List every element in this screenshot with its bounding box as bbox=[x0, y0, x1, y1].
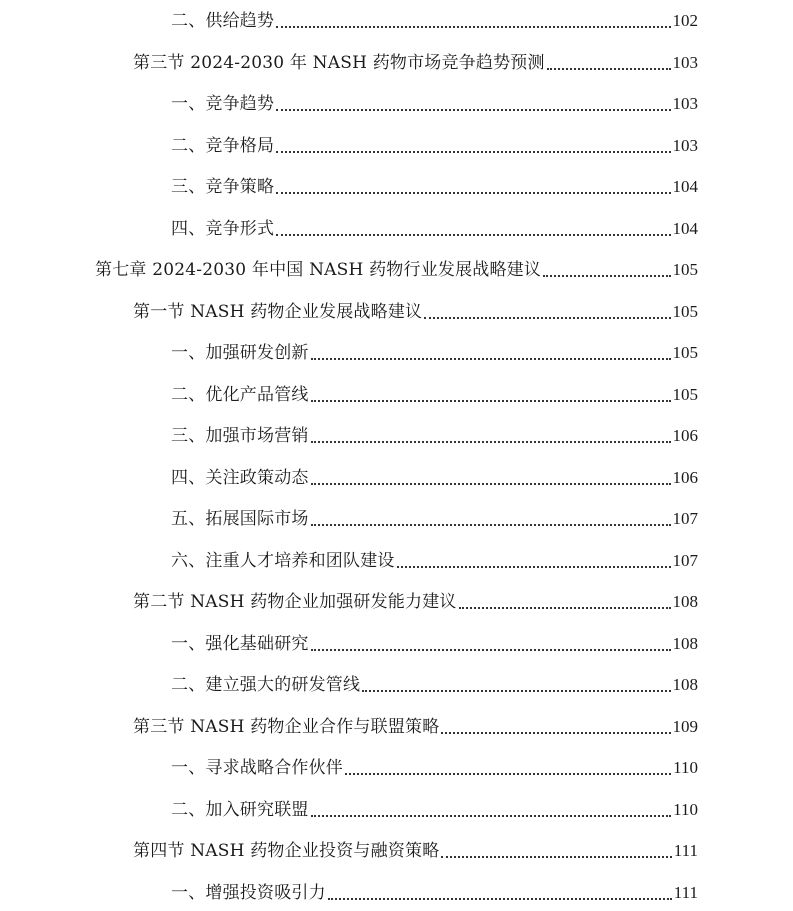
dot-leader bbox=[397, 566, 671, 568]
toc-entry-page: 102 bbox=[672, 11, 698, 30]
toc-entry-page: 110 bbox=[673, 758, 698, 777]
toc-entry-title: 二、竞争格局 bbox=[171, 136, 275, 156]
toc-entry-title: 第七章 2024-2030 年中国 NASH 药物行业发展战略建议 bbox=[95, 260, 542, 280]
toc-entry-title: 一、竞争趋势 bbox=[171, 94, 275, 114]
toc-entry[interactable] bbox=[171, 168, 698, 198]
dot-leader bbox=[345, 773, 671, 775]
toc-entry[interactable] bbox=[171, 625, 698, 655]
toc-entry-title: 一、强化基础研究 bbox=[171, 634, 309, 654]
toc-entry[interactable] bbox=[171, 2, 698, 32]
toc-entry-page: 106 bbox=[672, 468, 698, 487]
dot-leader bbox=[311, 358, 671, 360]
dot-leader bbox=[424, 317, 670, 319]
toc-entry-title: 二、优化产品管线 bbox=[171, 385, 309, 405]
dot-leader bbox=[547, 68, 671, 70]
dot-leader bbox=[441, 732, 670, 734]
toc-entry-page: 108 bbox=[672, 592, 698, 611]
dot-leader bbox=[311, 400, 671, 402]
toc-entry-title: 二、加入研究联盟 bbox=[171, 800, 309, 820]
toc-entry-title: 四、关注政策动态 bbox=[171, 468, 309, 488]
toc-entry-page: 104 bbox=[672, 177, 698, 196]
toc-entry-page: 103 bbox=[672, 53, 698, 72]
dot-leader bbox=[459, 607, 671, 609]
toc-entry-page: 108 bbox=[672, 634, 698, 653]
toc-entry[interactable] bbox=[95, 251, 698, 281]
toc-entry[interactable] bbox=[171, 500, 698, 530]
toc-entry[interactable] bbox=[171, 376, 698, 406]
toc-entry[interactable] bbox=[171, 749, 698, 779]
toc-entry[interactable] bbox=[171, 459, 698, 489]
toc-entry[interactable] bbox=[133, 583, 698, 613]
dot-leader bbox=[311, 483, 671, 485]
toc-entry-title: 四、竞争形式 bbox=[171, 219, 275, 239]
toc-entry[interactable] bbox=[171, 85, 698, 115]
toc-entry-page: 109 bbox=[672, 717, 698, 736]
toc-entry-title: 第三节 2024-2030 年 NASH 药物市场竞争趋势预测 bbox=[133, 53, 545, 73]
toc-entry-page: 105 bbox=[672, 260, 698, 279]
toc-entry-title: 三、加强市场营销 bbox=[171, 426, 309, 446]
toc-entry[interactable] bbox=[171, 417, 698, 447]
toc-entry-title: 六、注重人才培养和团队建设 bbox=[171, 551, 395, 571]
toc-entry-page: 105 bbox=[672, 302, 698, 321]
toc-entry[interactable] bbox=[171, 874, 698, 904]
dot-leader bbox=[276, 234, 670, 236]
toc-entry[interactable] bbox=[171, 210, 698, 240]
dot-leader bbox=[276, 109, 670, 111]
toc-entry-title: 五、拓展国际市场 bbox=[171, 509, 309, 529]
toc-entry[interactable] bbox=[171, 791, 698, 821]
dot-leader bbox=[276, 26, 670, 28]
toc-entry-page: 104 bbox=[672, 219, 698, 238]
toc-entry[interactable] bbox=[133, 832, 698, 862]
toc-entry-title: 一、增强投资吸引力 bbox=[171, 883, 326, 903]
toc-entry-title: 第二节 NASH 药物企业加强研发能力建议 bbox=[133, 592, 457, 612]
toc-entry-page: 107 bbox=[672, 509, 698, 528]
toc-entry-page: 106 bbox=[672, 426, 698, 445]
dot-leader bbox=[328, 898, 672, 900]
toc-entry-title: 第三节 NASH 药物企业合作与联盟策略 bbox=[133, 717, 440, 737]
toc-entry-title: 二、供给趋势 bbox=[171, 11, 275, 31]
toc-entry[interactable] bbox=[133, 708, 698, 738]
dot-leader bbox=[543, 275, 670, 277]
toc-entry-title: 一、寻求战略合作伙伴 bbox=[171, 758, 343, 778]
dot-leader bbox=[311, 815, 672, 817]
toc-entry[interactable] bbox=[133, 44, 698, 74]
toc-entry-page: 111 bbox=[673, 841, 698, 860]
toc-entry-title: 三、竞争策略 bbox=[171, 177, 275, 197]
toc-entry[interactable] bbox=[171, 666, 698, 696]
toc-entry[interactable] bbox=[171, 334, 698, 364]
toc-entry[interactable] bbox=[133, 293, 698, 323]
toc-entry-page: 107 bbox=[672, 551, 698, 570]
toc-entry-title: 二、建立强大的研发管线 bbox=[171, 675, 361, 695]
toc-entry[interactable] bbox=[171, 542, 698, 572]
toc-entry-page: 103 bbox=[672, 94, 698, 113]
toc-entry-page: 105 bbox=[672, 343, 698, 362]
toc-entry-page: 105 bbox=[672, 385, 698, 404]
dot-leader bbox=[311, 649, 671, 651]
dot-leader bbox=[311, 524, 671, 526]
dot-leader bbox=[362, 690, 670, 692]
dot-leader bbox=[311, 441, 671, 443]
toc-entry-page: 110 bbox=[673, 800, 698, 819]
toc-entry-page: 103 bbox=[672, 136, 698, 155]
toc-entry[interactable] bbox=[171, 127, 698, 157]
dot-leader bbox=[276, 151, 670, 153]
toc-entry-title: 第四节 NASH 药物企业投资与融资策略 bbox=[133, 841, 440, 861]
toc-entry-page: 111 bbox=[673, 883, 698, 902]
toc-entry-title: 第一节 NASH 药物企业发展战略建议 bbox=[133, 302, 423, 322]
dot-leader bbox=[276, 192, 670, 194]
dot-leader bbox=[441, 856, 671, 858]
toc-entry-title: 一、加强研发创新 bbox=[171, 343, 309, 363]
toc-entry-page: 108 bbox=[672, 675, 698, 694]
